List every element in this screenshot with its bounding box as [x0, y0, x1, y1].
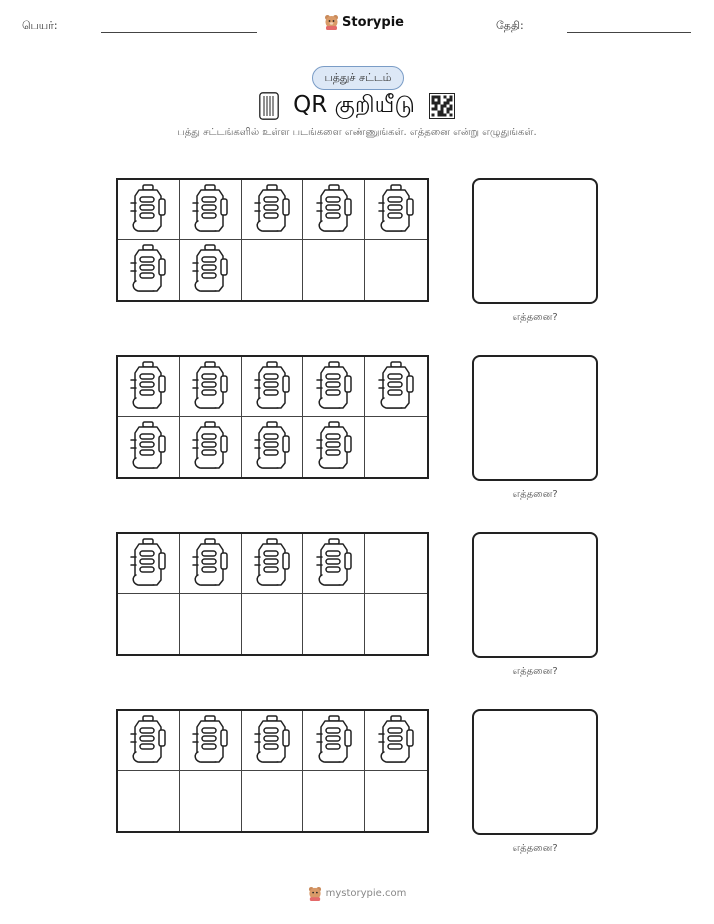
answer-box-4[interactable]: [472, 709, 598, 835]
frame-cell: [180, 534, 242, 594]
engine-icon: [129, 537, 167, 591]
engine-icon: [377, 183, 415, 237]
date-line: [567, 32, 691, 33]
engine-icon: [253, 420, 291, 474]
frame-cell: [303, 180, 365, 240]
ten-frame-2: [116, 355, 429, 479]
frame-cell: [118, 771, 180, 831]
frame-cell: [242, 534, 304, 594]
barcode-icon: [259, 92, 279, 120]
engine-icon: [253, 714, 291, 768]
engine-icon: [315, 360, 353, 414]
frame-cell: [180, 240, 242, 300]
bear-mascot-icon: [324, 14, 339, 30]
frame-cell: [365, 357, 427, 417]
engine-icon: [129, 183, 167, 237]
engine-icon: [253, 360, 291, 414]
frame-cell: [242, 594, 304, 654]
frame-cell: [180, 771, 242, 831]
engine-icon: [191, 420, 229, 474]
engine-icon: [315, 537, 353, 591]
frame-cell: [180, 417, 242, 477]
frame-cell: [180, 180, 242, 240]
frame-cell: [242, 711, 304, 771]
brand-name: Storypie: [342, 14, 404, 30]
name-label: பெயர்:: [22, 19, 58, 32]
answer-label-2: எத்தனை?: [512, 489, 558, 500]
frame-cell: [365, 594, 427, 654]
engine-icon: [253, 183, 291, 237]
answer-label-3: எத்தனை?: [512, 666, 558, 677]
engine-icon: [315, 183, 353, 237]
answer-label-4: எத்தனை?: [512, 843, 558, 854]
frame-cell: [365, 534, 427, 594]
answer-box-1[interactable]: [472, 178, 598, 304]
engine-icon: [191, 714, 229, 768]
frame-cell: [303, 240, 365, 300]
engine-icon: [377, 360, 415, 414]
footer-url[interactable]: mystorypie.com: [325, 888, 407, 899]
frame-cell: [180, 594, 242, 654]
answer-box-3[interactable]: [472, 532, 598, 658]
frame-cell: [365, 240, 427, 300]
frame-cell: [118, 534, 180, 594]
engine-icon: [253, 537, 291, 591]
frame-cell: [303, 594, 365, 654]
topic-badge: பத்துச் சட்டம்: [312, 66, 404, 90]
frame-cell: [118, 180, 180, 240]
frame-cell: [365, 711, 427, 771]
frame-cell: [180, 357, 242, 417]
instructions: பத்து சட்டங்களில் உள்ள படங்களை எண்ணுங்கள். எத்தனை என்று எழுதுங்கள்.: [177, 127, 537, 138]
engine-icon: [129, 714, 167, 768]
ten-frame-4: [116, 709, 429, 833]
answer-box-2[interactable]: [472, 355, 598, 481]
date-label: தேதி:: [496, 19, 524, 32]
brand-logo: [324, 14, 404, 30]
frame-cell: [118, 357, 180, 417]
frame-cell: [303, 417, 365, 477]
ten-frame-3: [116, 532, 429, 656]
frame-cell: [365, 417, 427, 477]
engine-icon: [191, 183, 229, 237]
footer-bear-icon: [308, 886, 322, 901]
frame-cell: [365, 180, 427, 240]
frame-cell: [242, 771, 304, 831]
engine-icon: [129, 360, 167, 414]
frame-cell: [365, 771, 427, 831]
frame-cell: [303, 357, 365, 417]
frame-cell: [118, 711, 180, 771]
frame-cell: [118, 594, 180, 654]
page-title: QR குறியீடு: [293, 91, 415, 118]
engine-icon: [129, 420, 167, 474]
engine-icon: [191, 537, 229, 591]
frame-cell: [303, 711, 365, 771]
frame-cell: [242, 240, 304, 300]
frame-cell: [242, 357, 304, 417]
ten-frame-1: [116, 178, 429, 302]
frame-cell: [180, 711, 242, 771]
qr-code-icon: [429, 93, 455, 119]
frame-cell: [303, 771, 365, 831]
engine-icon: [377, 714, 415, 768]
engine-icon: [191, 243, 229, 297]
engine-icon: [191, 360, 229, 414]
engine-icon: [315, 420, 353, 474]
frame-cell: [303, 534, 365, 594]
name-line: [101, 32, 257, 33]
frame-cell: [118, 240, 180, 300]
title-row: [0, 89, 714, 123]
engine-icon: [315, 714, 353, 768]
answer-label-1: எத்தனை?: [512, 312, 558, 323]
frame-cell: [118, 417, 180, 477]
frame-cell: [242, 180, 304, 240]
frame-cell: [242, 417, 304, 477]
footer: [0, 886, 714, 901]
engine-icon: [129, 243, 167, 297]
